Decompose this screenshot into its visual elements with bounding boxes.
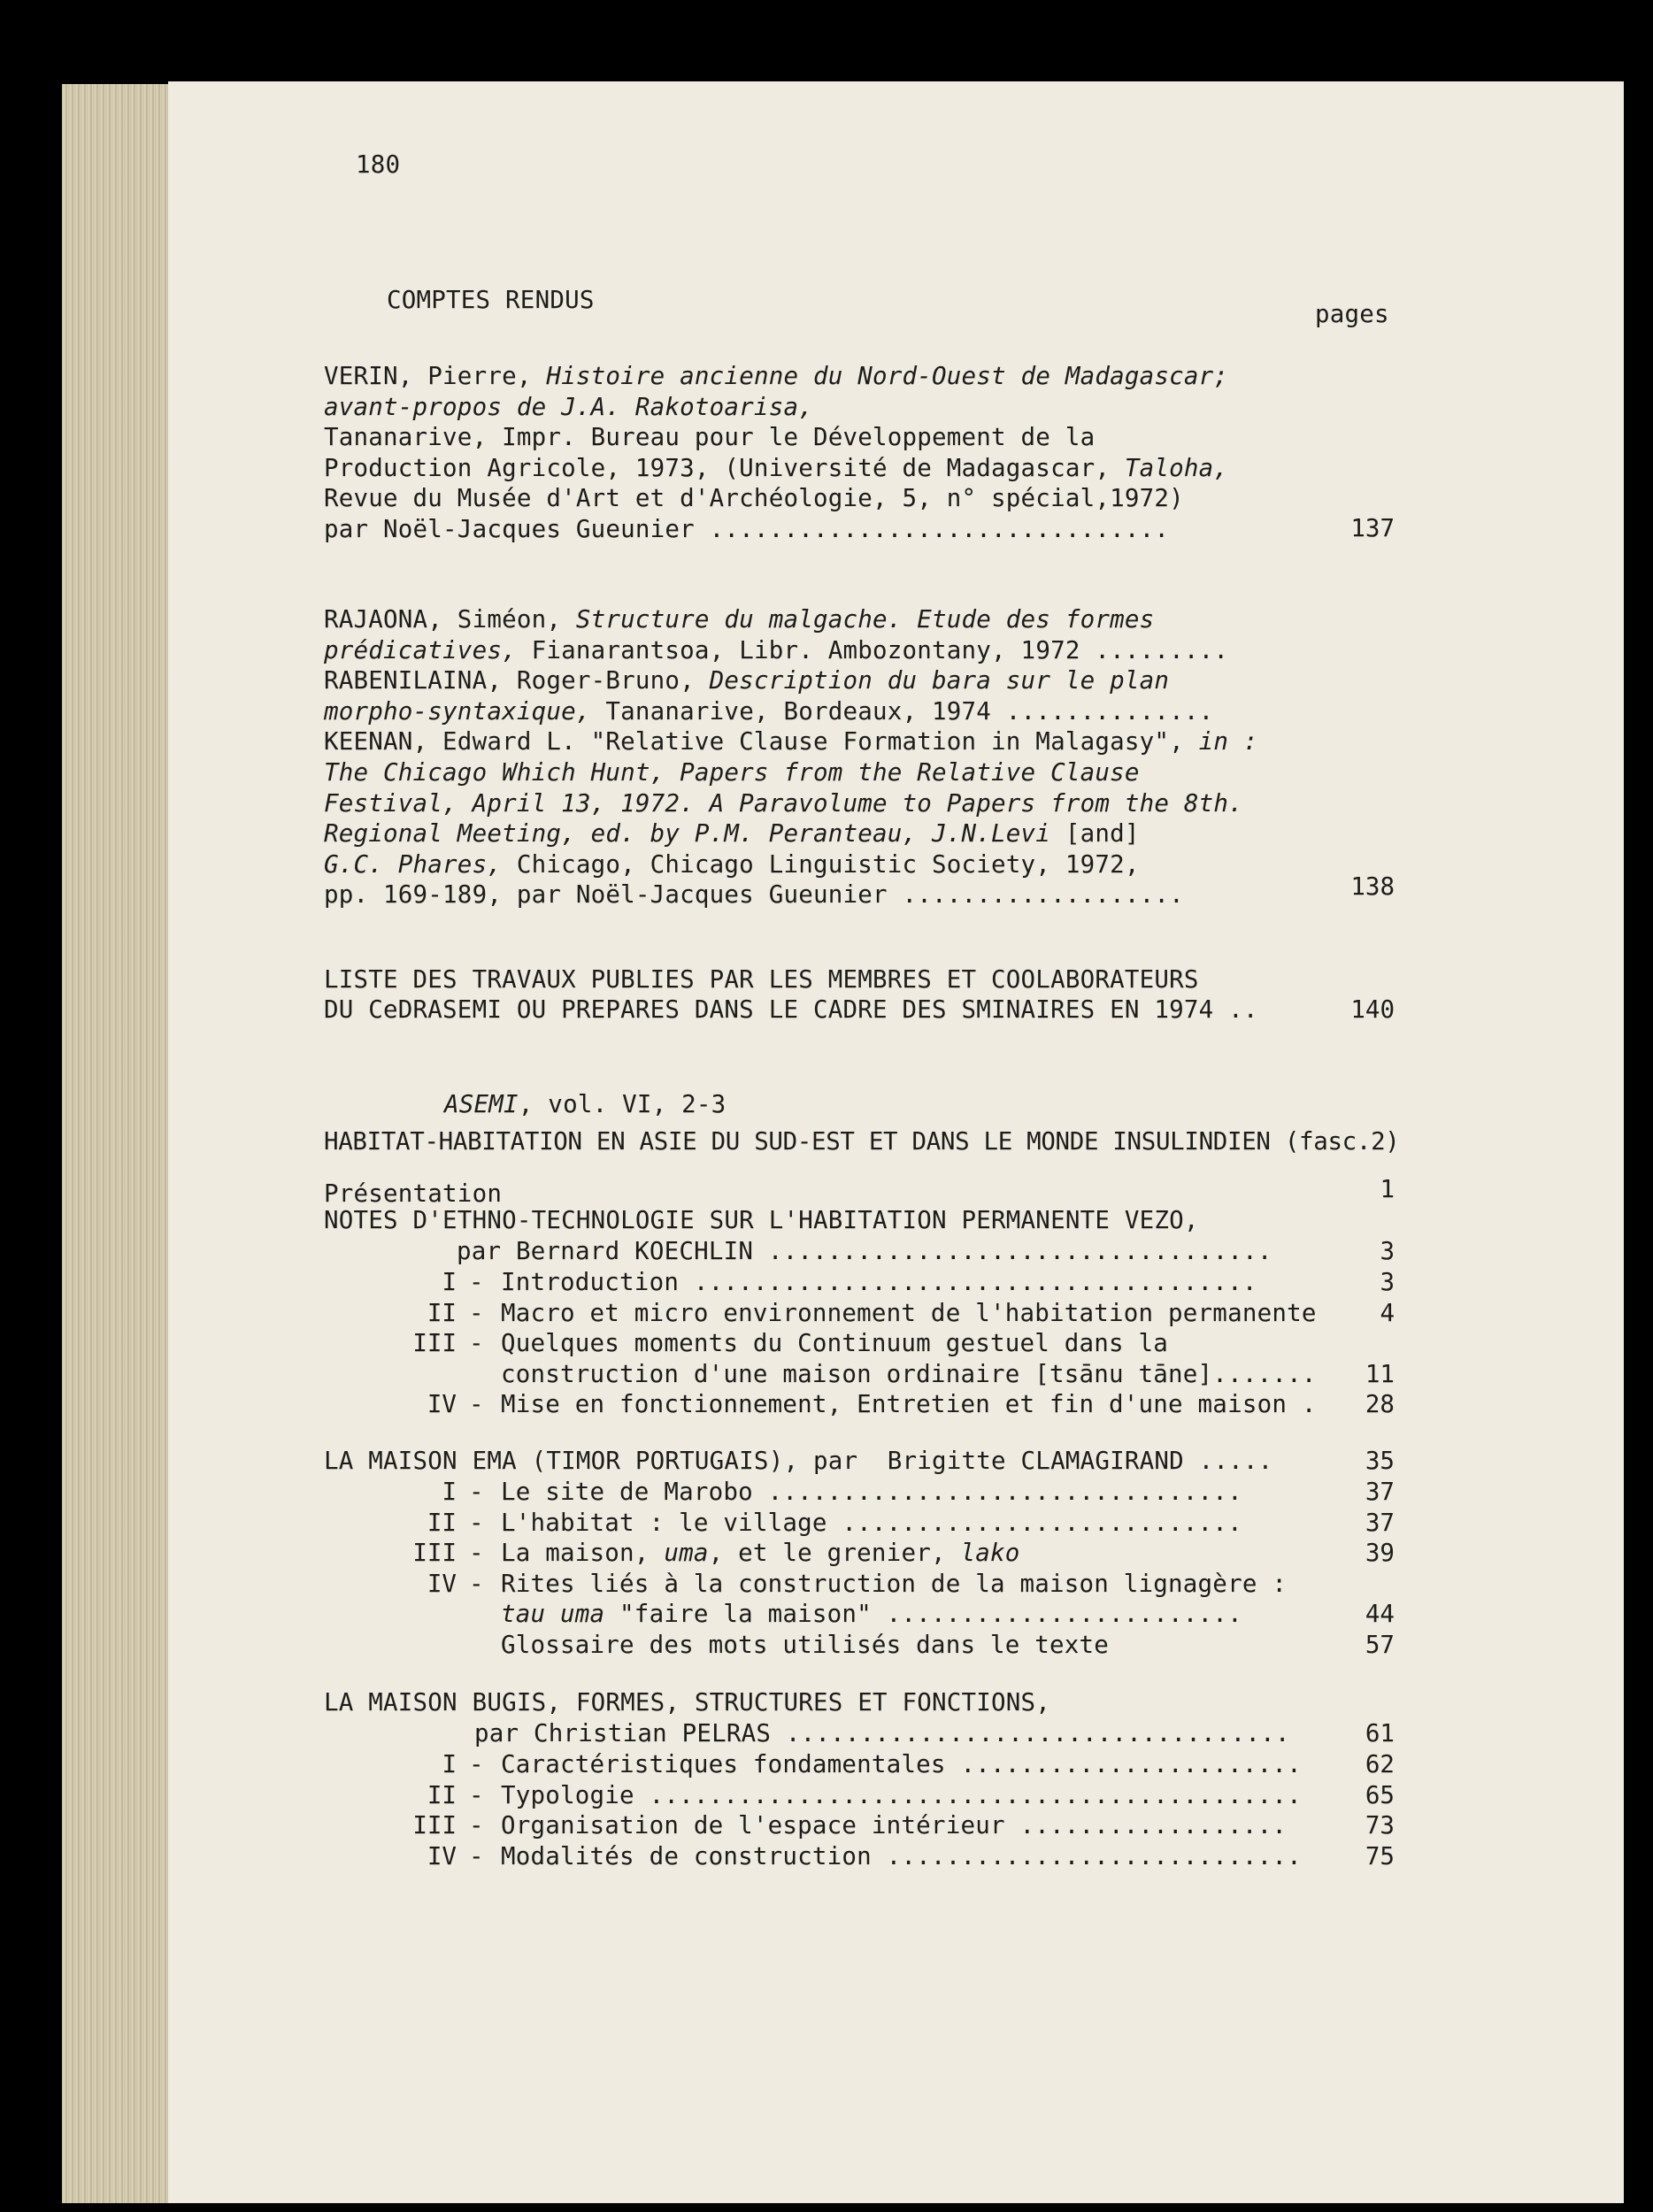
- text-run: Tananarive, Bordeaux, 1974 ..............: [590, 696, 1214, 726]
- text-run: Glossaire des mots utilisés dans le texte: [501, 1631, 1110, 1659]
- italic-text: uma: [664, 1539, 709, 1568]
- text-run: RABENILAINA, Roger-Bruno,: [324, 666, 710, 695]
- vezo-item-text: Quelques moments du Continuum gestuel dans la: [501, 1329, 1169, 1358]
- habitat-heading: HABITAT-HABITATION EN ASIE DU SUD-EST ET DANS LE MONDE INSULINDIEN (fasc.2): [324, 1127, 1400, 1156]
- italic-text: lako: [960, 1539, 1020, 1568]
- vezo-author: par Bernard KOECHLIN ..................................: [457, 1237, 1272, 1265]
- toc-item-numeral: IV: [427, 1569, 457, 1598]
- ema-page: 35: [1365, 1447, 1395, 1475]
- bugis-item-text: Modalités de construction ............................: [501, 1841, 1302, 1870]
- toc-item-page: 37: [1365, 1508, 1395, 1537]
- italic-text: Structure du malgache. Etude des formes: [575, 605, 1155, 634]
- toc-item-numeral: II: [427, 1780, 457, 1809]
- toc-item-dash: -: [469, 1569, 484, 1598]
- italic-text: Regional Meeting, ed. by P.M. Peranteau, J.N.Levi: [324, 819, 1051, 849]
- toc-item-dash: -: [469, 1478, 484, 1506]
- italic-text: Description du bara sur le plan: [709, 666, 1170, 695]
- italic-text: The Chicago Which Hunt, Papers from the Relative Clause: [324, 758, 1140, 787]
- toc-item-dash: -: [469, 1390, 484, 1419]
- italic-text: morpho-syntaxique,: [324, 696, 591, 726]
- toc-item-page: 75: [1365, 1841, 1395, 1870]
- toc-item-dash: -: [469, 1268, 484, 1296]
- italic-text: Festival, April 13, 1972. A Paravolume to Papers from the 8th.: [324, 788, 1243, 818]
- toc-item-numeral: IV: [427, 1841, 457, 1870]
- toc-item-dash: -: [469, 1780, 484, 1809]
- toc-item-dash: -: [469, 1539, 484, 1568]
- toc-item-dash: -: [469, 1841, 484, 1870]
- toc-item-page: 3: [1380, 1268, 1395, 1296]
- toc-item-page: 73: [1365, 1811, 1395, 1840]
- italic-text: avant-propos de J.A. Rakotoarisa,: [324, 392, 813, 421]
- ema-item-text: [501, 1569, 1287, 1599]
- review-line: [324, 361, 1228, 391]
- text-run: KEENAN, Edward L. "Relative Clause Formation in Malagasy",: [324, 727, 1199, 757]
- ema-item-text: [501, 1477, 1242, 1507]
- toc-item-page: 57: [1365, 1631, 1395, 1659]
- toc-item-numeral: I: [442, 1750, 457, 1778]
- ema-title: LA MAISON EMA (TIMOR PORTUGAIS), par Brigitte CLAMAGIRAND .....: [324, 1447, 1273, 1475]
- review-line: [324, 392, 813, 422]
- review-line: [324, 757, 1140, 787]
- text-run: pp. 169-189, par Noël-Jacques Gueunier ...................: [324, 880, 1184, 910]
- toc-item-page: 37: [1365, 1478, 1395, 1506]
- review-line: [324, 604, 1154, 634]
- review-line: [324, 483, 1184, 513]
- liste-line-2: DU CeDRASEMI OU PREPARES DANS LE CADRE DES SMINAIRES EN 1974 ..: [324, 995, 1258, 1024]
- review-line: [324, 879, 1184, 910]
- book-page-edges: [62, 84, 177, 2203]
- toc-item-numeral: III: [412, 1811, 457, 1840]
- toc-item-numeral: II: [427, 1298, 457, 1327]
- vezo-item-text: Mise en fonctionnement, Entretien et fin d'une maison .: [501, 1390, 1317, 1419]
- toc-item-page: 62: [1365, 1750, 1395, 1778]
- italic-text: tau uma: [501, 1600, 605, 1629]
- toc-item-dash: -: [469, 1811, 484, 1840]
- document-page: [168, 81, 1624, 2203]
- asemi-volume: , vol. VI, 2-3: [518, 1090, 727, 1118]
- ema-item-text: [501, 1630, 1109, 1660]
- toc-item-dash: -: [469, 1508, 484, 1537]
- bugis-item-text: Organisation de l'espace intérieur ..................: [501, 1811, 1288, 1840]
- entry-page-number: 137: [1350, 514, 1395, 542]
- review-line: [324, 514, 1169, 544]
- review-line: [324, 422, 1095, 452]
- comptes-rendus-heading: COMPTES RENDUS: [387, 286, 595, 314]
- toc-item-numeral: IV: [427, 1390, 457, 1419]
- text-run: Revue du Musée d'Art et d'Archéologie, 5, n° spécial,1972): [324, 484, 1184, 513]
- review-line: [324, 788, 1243, 818]
- toc-item-page: 44: [1365, 1600, 1395, 1629]
- vezo-item-text: Introduction ......................................: [501, 1268, 1257, 1296]
- text-run: Tananarive, Impr. Bureau pour le Développement de la: [324, 423, 1096, 452]
- liste-page-number: 140: [1350, 995, 1395, 1024]
- text-run: RAJAONA, Siméon,: [324, 605, 576, 634]
- bugis-item-text: Caractéristiques fondamentales .......................: [501, 1750, 1302, 1778]
- toc-item-numeral: I: [442, 1478, 457, 1506]
- page-number: 180: [356, 150, 401, 179]
- toc-item-page: 28: [1365, 1390, 1395, 1419]
- toc-item-page: 39: [1365, 1539, 1395, 1568]
- toc-item-page: 11: [1365, 1359, 1395, 1388]
- review-line: [324, 665, 1169, 695]
- liste-line-1: LISTE DES TRAVAUX PUBLIES PAR LES MEMBRES ET COOLABORATEURS: [324, 965, 1199, 994]
- toc-item-numeral: II: [427, 1508, 457, 1537]
- italic-text: Taloha,: [1124, 453, 1229, 482]
- text-run: L'habitat : le village ...........................: [501, 1508, 1242, 1537]
- vezo-author-page: 3: [1380, 1237, 1395, 1265]
- vezo-item-text: construction d'une maison ordinaire [tsānu tāne].......: [501, 1359, 1317, 1388]
- asemi-title: ASEMI: [444, 1090, 519, 1118]
- ema-item-text: [501, 1538, 1020, 1568]
- italic-text: prédicatives,: [324, 635, 517, 664]
- toc-item-page: 4: [1380, 1298, 1395, 1327]
- italic-text: Histoire ancienne du Nord-Ouest de Madagascar;: [546, 362, 1229, 390]
- bugis-title: LA MAISON BUGIS, FORMES, STRUCTURES ET FONCTIONS,: [324, 1688, 1051, 1717]
- pages-column-label: pages: [1315, 300, 1389, 328]
- ema-item-text: [501, 1508, 1242, 1538]
- entry-page-number: 138: [1350, 872, 1395, 901]
- text-run: Production Agricole, 1973, (Université de Madagascar,: [324, 453, 1125, 482]
- toc-item-numeral: III: [412, 1329, 457, 1358]
- toc-item-dash: -: [469, 1329, 484, 1358]
- toc-item-dash: -: [469, 1750, 484, 1778]
- ema-item-text: [501, 1599, 1242, 1629]
- presentation-label: Présentation: [324, 1179, 503, 1208]
- presentation-page: 1: [1380, 1175, 1395, 1203]
- review-line: [324, 453, 1228, 483]
- text-run: Chicago, Chicago Linguistic Society, 1972,: [502, 849, 1140, 879]
- review-line: [324, 635, 1228, 665]
- italic-text: in :: [1198, 727, 1258, 757]
- review-line: [324, 818, 1140, 849]
- toc-item-dash: -: [469, 1298, 484, 1327]
- bugis-item-text: Typologie ............................................: [501, 1780, 1302, 1809]
- text-run: Rites liés à la construction de la maison lignagère :: [501, 1569, 1288, 1598]
- text-run: VERIN, Pierre,: [324, 362, 547, 390]
- text-run: Le site de Marobo ................................: [501, 1478, 1242, 1506]
- vezo-title: NOTES D'ETHNO-TECHNOLOGIE SUR L'HABITATION PERMANENTE VEZO,: [324, 1206, 1199, 1234]
- text-run: "faire la maison" ........................: [604, 1600, 1242, 1629]
- italic-text: G.C. Phares,: [324, 849, 503, 879]
- review-line: [324, 726, 1258, 757]
- bugis-author-page: 61: [1365, 1719, 1395, 1747]
- text-run: La maison,: [501, 1539, 665, 1568]
- toc-item-numeral: III: [412, 1539, 457, 1568]
- bugis-author: par Christian PELRAS ..................................: [474, 1719, 1290, 1747]
- text-run: Fianarantsoa, Libr. Ambozontany, 1972 .........: [516, 635, 1229, 664]
- review-line: [324, 849, 1140, 879]
- asemi-heading: [444, 1089, 726, 1119]
- toc-item-numeral: I: [442, 1268, 457, 1296]
- text-run: par Noël-Jacques Gueunier ...............................: [324, 515, 1170, 543]
- text-run: [and]: [1050, 819, 1140, 849]
- vezo-item-text: Macro et micro environnement de l'habitation permanente: [501, 1298, 1317, 1327]
- text-run: , et le grenier,: [708, 1539, 961, 1568]
- toc-item-page: 65: [1365, 1780, 1395, 1809]
- review-line: [324, 696, 1213, 726]
